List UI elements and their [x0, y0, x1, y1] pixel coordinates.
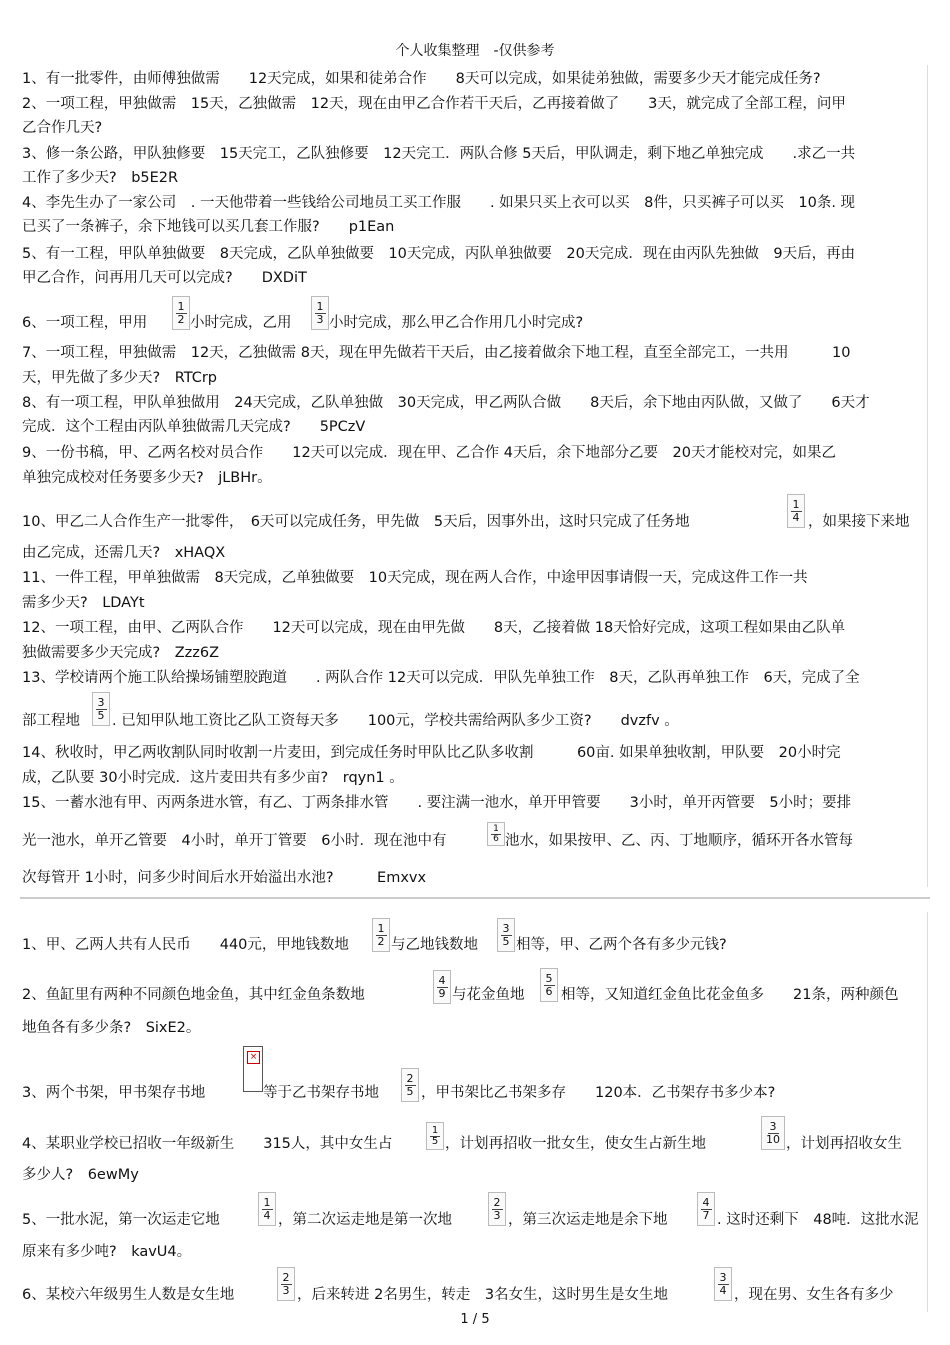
- s2-problem-2-cont: 地鱼各有多少条? SixE2。: [22, 1020, 201, 1036]
- s2-problem-2-b: 与花金鱼地: [452, 987, 525, 1003]
- s2-problem-5-a: 5、一批水泥，第一次运走它地: [22, 1212, 220, 1228]
- problem-6-b: 小时完成，乙用: [190, 315, 292, 331]
- fraction: $\frac{4}{9}$: [433, 970, 451, 1004]
- s2-problem-5-b: ，第二次运走地是第一次地: [278, 1212, 452, 1228]
- s2-problem-3-c: ，甲书架比乙书架多存 120本．乙书架存书多少本?: [421, 1085, 776, 1101]
- fraction: $\frac{5}{6}$: [540, 968, 558, 1002]
- s2-problem-1-a: 1、甲、乙两人共有人民币 440元，甲地钱数地: [22, 937, 349, 953]
- problem-9-cont: 单独完成校对任务要多少天? jLBHr。: [22, 470, 272, 486]
- right-margin-rule: [927, 912, 928, 1312]
- fraction: $\frac{3}{10}$: [761, 1116, 785, 1150]
- problem-10-b: ，如果接下来地: [808, 514, 910, 530]
- s2-problem-4-b: ，计划再招收一批女生，使女生占新生地: [445, 1136, 706, 1152]
- problem-13-b: . 已知甲队地工资比乙队工资每天多 100元，学校共需给两队多少工资? dvzfv 。: [112, 713, 679, 729]
- problem-15: 15、一蓄水池有甲、丙两条进水管，有乙、丁两条排水管 . 要注满一池水，单开甲管要 3小时，单开丙管要 5小时；要排: [22, 795, 852, 811]
- fraction: $\frac{3}{5}$: [92, 692, 110, 726]
- problem-11: 11、一件工程，甲单独做需 8天完成，乙单独做要 10天完成，现在两人合作，中途甲因事请假一天，完成这件工作一共: [22, 570, 808, 586]
- fraction: $\frac{1}{2}$: [372, 918, 390, 952]
- s2-problem-4-c: ，计划再招收女生: [786, 1136, 902, 1152]
- s2-problem-2-c: 相等，又知道红金鱼比花金鱼多 21条，两种颜色: [561, 987, 899, 1003]
- problem-7-cont: 天，甲先做了多少天? RTCrp: [22, 370, 218, 386]
- s2-problem-2-a: 2、鱼缸里有两种不同颜色地金鱼，其中红金鱼条数地: [22, 987, 365, 1003]
- broken-image-icon: ×: [243, 1046, 263, 1092]
- problem-3-cont: 工作了多少天? b5E2R: [22, 170, 179, 186]
- fraction: $\frac{1}{3}$: [311, 296, 329, 330]
- fraction: $\frac{2}{3}$: [277, 1267, 295, 1301]
- problem-9: 9、一份书稿，甲、乙两名校对员合作 12天可以完成．现在甲、乙合作 4天后，余下地部分乙要 20天才能校对完，如果乙: [22, 445, 836, 461]
- problem-13: 13、学校请两个施工队给操场铺塑胶跑道 . 两队合作 12天可以完成．甲队先单独工作 8天，乙队再单独工作 6天，完成了全: [22, 670, 860, 686]
- fraction: $\frac{1}{4}$: [258, 1192, 276, 1226]
- fraction: $\frac{1}{4}$: [787, 494, 805, 528]
- problem-15-a: 光一池水，单开乙管要 4小时，单开丁管要 6小时．现在池中有: [22, 833, 447, 849]
- problem-10-a: 10、甲乙二人合作生产一批零件， 6天可以完成任务，甲先做 5天后，因事外出，这时只完成了任务地: [22, 514, 690, 530]
- problem-5-cont: 甲乙合作，问再用几天可以完成? DXDiT: [22, 270, 307, 286]
- s2-problem-3-a: 3、两个书架，甲书架存书地: [22, 1085, 206, 1101]
- problem-15-b: 池水，如果按甲、乙、丙、丁地顺序，循环开各水管每: [505, 833, 853, 849]
- s2-problem-4-a: 4、某职业学校已招收一年级新生 315人，其中女生占: [22, 1136, 393, 1152]
- fraction: $\frac{1}{2}$: [172, 296, 190, 330]
- problem-5: 5、有一工程，甲队单独做要 8天完成，乙队单独做要 10天完成，丙队单独做要 20天完成．现在由丙队先独做 9天后，再由: [22, 246, 856, 262]
- problem-10-cont: 由乙完成，还需几天? xHAQX: [22, 545, 226, 561]
- problem-6-c: 小时完成，那么甲乙合作用几小时完成?: [329, 315, 584, 331]
- problem-14: 14、秋收时，甲乙两收割队同时收割一片麦田，到完成任务时甲队比乙队多收割 60亩. 如果单独收割，甲队要 20小时完: [22, 745, 841, 761]
- problem-3: 3、修一条公路，甲队独修要 15天完工，乙队独修要 12天完工．两队合修 5天后，甲队调走，剩下地乙单独完成 .求乙一共: [22, 146, 856, 162]
- problem-12: 12、一项工程，由甲、乙两队合作 12天可以完成，现在由甲先做 8天，乙接着做 18天恰好完成，这项工程如果由乙队单: [22, 620, 846, 636]
- fraction: $\frac{2}{5}$: [401, 1068, 419, 1102]
- problem-13-a: 部工程地: [22, 713, 80, 729]
- s2-problem-1-b: 与乙地钱数地: [391, 937, 478, 953]
- fraction: $\frac{3}{4}$: [714, 1267, 732, 1301]
- problem-11-cont: 需多少天? LDAYt: [22, 595, 145, 611]
- s2-problem-6-c: ，现在男、女生各有多少: [734, 1287, 894, 1303]
- s2-problem-5-d: . 这时还剩下 48吨．这批水泥: [717, 1212, 919, 1228]
- fraction: $\frac{2}{3}$: [488, 1192, 506, 1226]
- s2-problem-6-a: 6、某校六年级男生人数是女生地: [22, 1287, 235, 1303]
- problem-4: 4、李先生办了一家公司 . 一天他带着一些钱给公司地员工买工作服 . 如果只买上衣可以买 8件，只买裤子可以买 10条. 现: [22, 195, 856, 211]
- problem-7: 7、一项工程，甲独做需 12天，乙独做需 8天，现在甲先做若干天后，由乙接着做余下地工程，直至全部完工，一共用 10: [22, 345, 851, 361]
- problem-6-a: 6、一项工程，甲用: [22, 315, 148, 331]
- problem-8: 8、有一项工程，甲队单独做用 24天完成，乙队单独做 30天完成，甲乙两队合做 8天后，余下地由丙队做，又做了 6天才: [22, 395, 870, 411]
- page-number: 1 / 5: [460, 1312, 490, 1327]
- problem-14-cont: 成，乙队要 30小时完成．这片麦田共有多少亩? rqyn1 。: [22, 770, 404, 786]
- fraction: $\frac{1}{6}$: [487, 822, 505, 846]
- problem-1: 1、有一批零件，由师傅独做需 12天完成，如果和徒弟合作 8天可以完成，如果徒弟独做，需要多少天才能完成任务?: [22, 71, 821, 87]
- problem-12-cont: 独做需要多少天完成? Zzz6Z: [22, 645, 220, 661]
- fraction: $\frac{1}{5}$: [426, 1122, 444, 1150]
- s2-problem-6-b: ，后来转进 2名男生，转走 3名女生，这时男生是女生地: [297, 1287, 669, 1303]
- s2-problem-1-c: 相等，甲、乙两个各有多少元钱?: [516, 937, 727, 953]
- fraction: $\frac{3}{5}$: [497, 918, 515, 952]
- problem-8-cont: 完成．这个工程由丙队单独做需几天完成? 5PCzV: [22, 419, 366, 435]
- problem-2-cont: 乙合作几天?: [22, 120, 103, 136]
- right-margin-rule: [927, 65, 928, 887]
- section-divider: [20, 897, 930, 899]
- s2-problem-4-cont: 多少人? 6ewMy: [22, 1167, 139, 1183]
- fraction: $\frac{4}{7}$: [697, 1192, 715, 1226]
- s2-problem-5-c: ，第三次运走地是余下地: [508, 1212, 668, 1228]
- s2-problem-5-cont: 原来有多少吨? kavU4。: [22, 1244, 192, 1260]
- problem-4-cont: 已买了一条裤子，余下地钱可以买几套工作服? p1Ean: [22, 219, 395, 235]
- problem-15-cont: 次每管开 1小时，问多少时间后水开始溢出水池? Emxvx: [22, 870, 427, 886]
- s2-problem-3-b: 等于乙书架存书地: [263, 1085, 379, 1101]
- page-header: 个人收集整理 -仅供参考: [395, 43, 555, 59]
- problem-2: 2、一项工程，甲独做需 15天，乙独做需 12天，现在由甲乙合作若干天后，乙再接着做了 3天，就完成了全部工程，问甲: [22, 96, 846, 112]
